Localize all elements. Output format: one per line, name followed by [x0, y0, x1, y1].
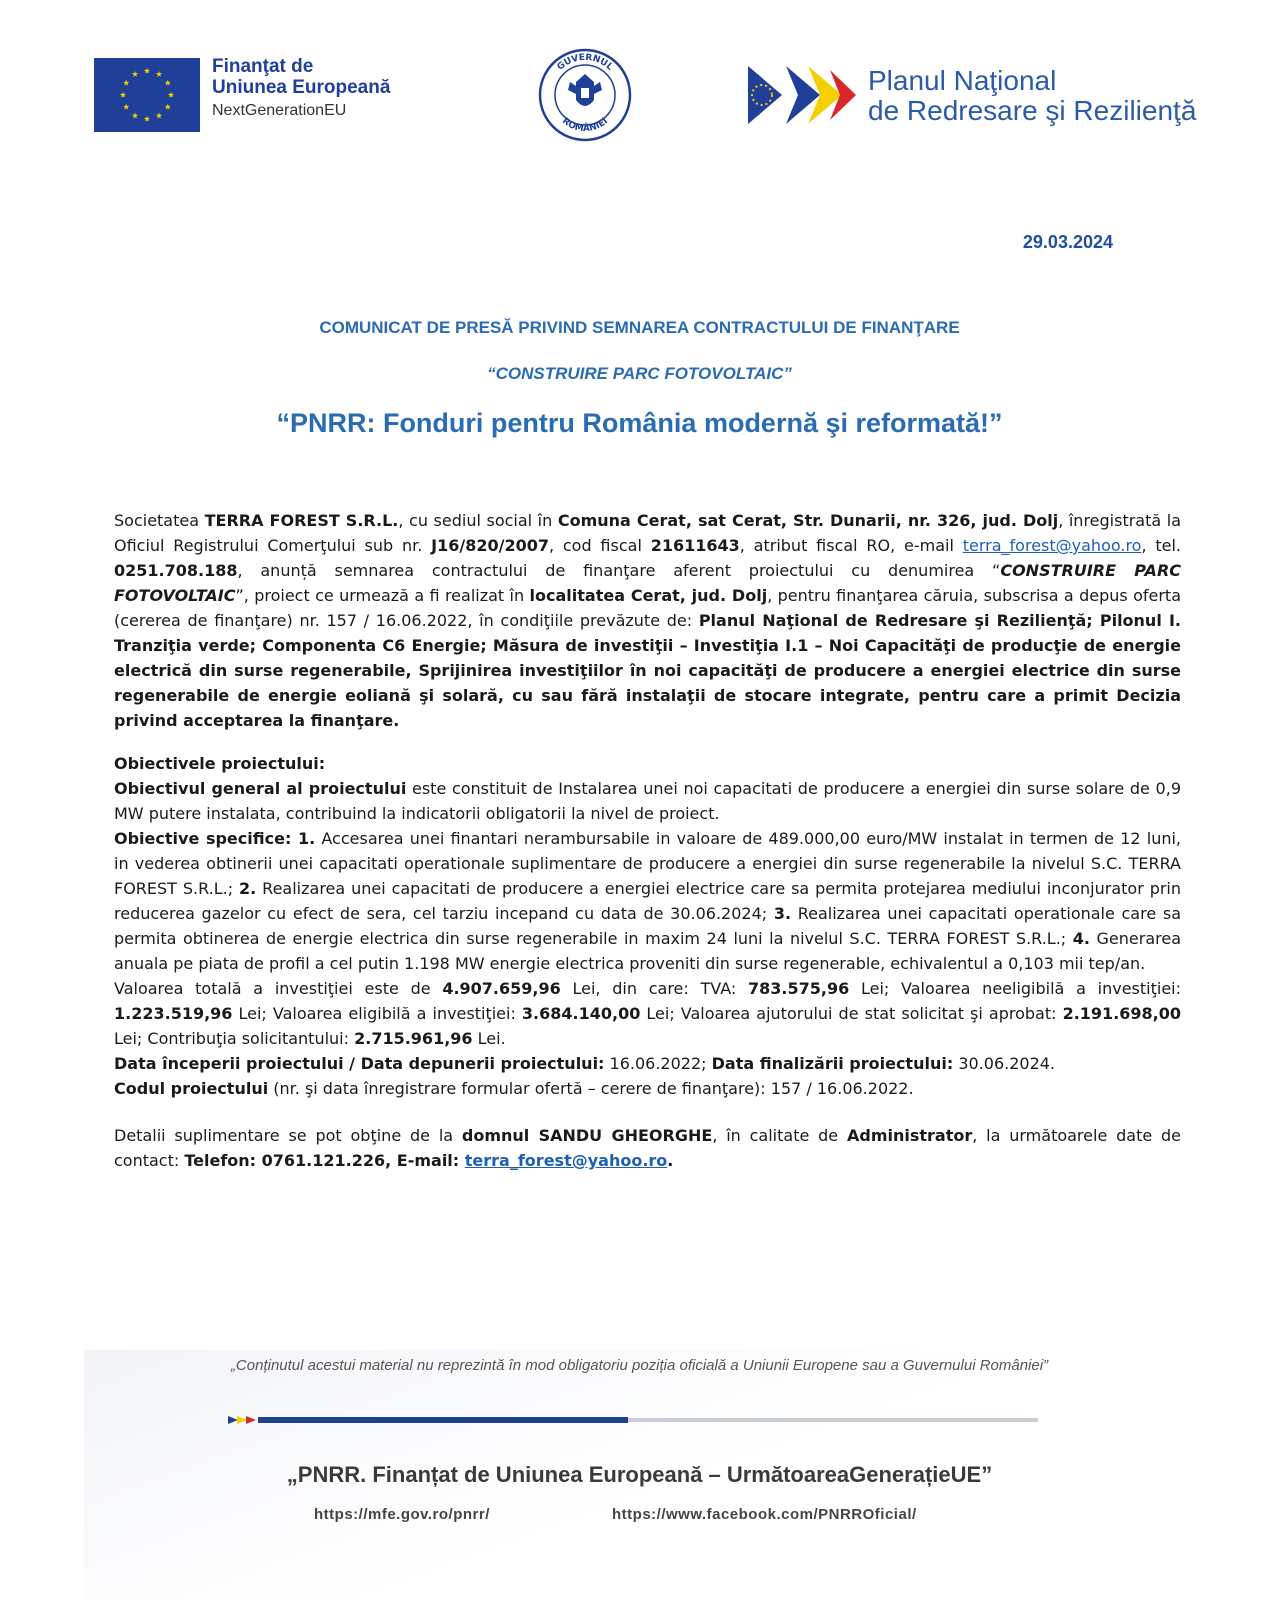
- contact-email-link[interactable]: terra_forest@yahoo.ro: [464, 1151, 668, 1170]
- project-dates: [114, 1051, 1181, 1076]
- text: Lei; Valoarea neeligibilă a investiţiei:: [849, 979, 1181, 998]
- funding-program: Planul Naţional de Redresare şi Rezilienţă; Pilonul I. Tranziţia verde; Componenta C6 Energie; Măsura de investiţii – Investiţia I.1 – Noi Capacităţi de producţie de energie electrică din surse regenerabile, Sprijinirea investiţiilor în noi capacităţi de producere a energiei electrice din surse regenerabile de energie eoliană şi solară, cu sau fără instalaţii de stocare integrate, pentru care a primit Decizia privind acceptarea la finanţare.: [114, 611, 1182, 730]
- eu-star-icon: [120, 92, 126, 98]
- pnrr-logo-line1: Planul Naţional: [868, 65, 1057, 96]
- text: Lei; Valoarea eligibilă a investiţiei:: [232, 1004, 522, 1023]
- project-location: localitatea Cerat, jud. Dolj: [529, 586, 768, 605]
- email-link[interactable]: terra_forest@yahoo.ro: [962, 536, 1142, 555]
- text: Realizarea unei capacitati operationale care sa permita obtinerea de energie electrica din surse regenerabile in maxim 24 luni la nivelul S.C. TERRA FOREST S.R.L.;: [114, 904, 1181, 948]
- eu-star-icon: [165, 104, 171, 110]
- label: Codul proiectului: [114, 1079, 269, 1098]
- footer-arrow-icon: [228, 1414, 258, 1426]
- text: Accesarea unei finantari nerambursabile in valoare de 489.000,00 euro/MW instalat in termen de 12 luni, in vederea obtinerii unei capacitati operationale suplimentare de producere a energiei din surse regenerabile la nivelul S.C. TERRA FOREST S.R.L.;: [114, 829, 1182, 898]
- contribution-value: 2.715.961,96: [354, 1029, 473, 1048]
- text: , la următoarele date de contact:: [114, 1126, 1182, 1170]
- eu-star-icon: [156, 113, 162, 119]
- eu-star-icon: [165, 80, 171, 86]
- text: (nr. şi data înregistrare formular ofertă – cerere de finanţare): 157 / 16.06.2022.: [268, 1079, 914, 1098]
- objectives-heading: [114, 751, 1181, 776]
- number: 3.: [773, 904, 792, 923]
- eu-flag-icon: [94, 58, 200, 132]
- text: , cod fiscal: [548, 536, 651, 555]
- svg-text:GUVERNUL: GUVERNUL: [555, 52, 615, 73]
- phone-number: 0251.708.188: [114, 561, 238, 580]
- eu-star-icon: [132, 113, 138, 119]
- text: Valoarea totală a investiţiei este de: [114, 979, 443, 998]
- text: , pentru finanţarea căruia, subscrisa a depus oferta (cererea de finanţare) nr. 157 / 16.06.2022, în condiţiile prevăzute de:: [114, 586, 1181, 630]
- government-seal-icon: [538, 48, 632, 142]
- label: Data începerii proiectului / Data depunerii proiectului:: [114, 1054, 605, 1073]
- contact-phone: Telefon: 0761.121.226, E-mail:: [184, 1151, 465, 1170]
- text: Lei, din care: TVA:: [560, 979, 749, 998]
- pnrr-logo-text: [868, 66, 1196, 126]
- text: , tel.: [1141, 536, 1182, 555]
- document-date: 29.03.2024: [1022, 232, 1113, 252]
- investment-values: [114, 976, 1181, 1051]
- mfe-url-link[interactable]: https://mfe.gov.ro/pnrr/: [314, 1506, 490, 1523]
- vat-value: 783.575,96: [748, 979, 850, 998]
- eu-funding-logo-text: [212, 56, 390, 121]
- eu-logo-line3: NextGenerationEU: [212, 102, 347, 119]
- text: , atribut fiscal RO, e-mail: [739, 536, 963, 555]
- facebook-url-link[interactable]: https://www.facebook.com/PNRROficial/: [612, 1506, 917, 1523]
- eu-star-icon: [123, 104, 129, 110]
- text: 30.06.2024.: [953, 1054, 1056, 1073]
- eu-star-icon: [144, 68, 150, 74]
- company-name: TERRA FOREST S.R.L.: [204, 511, 399, 530]
- campaign-slogan-title: “PNRR: Fonduri pentru România modernă şi reformată!”: [276, 408, 1003, 438]
- number: 2.: [239, 879, 257, 898]
- state-aid-value: 2.191.698,00: [1062, 1004, 1182, 1023]
- ineligible-value: 1.223.519,96: [114, 1004, 233, 1023]
- label: Data finalizării proiectului:: [711, 1054, 954, 1073]
- project-code: [114, 1076, 1181, 1101]
- project-name: CONSTRUIRE PARC FOTOVOLTAIC: [114, 561, 1182, 605]
- contact-person: domnul SANDU GHEORGHE: [461, 1126, 713, 1145]
- eu-star-icon: [123, 80, 129, 86]
- text: Societatea: [114, 511, 205, 530]
- total-value: 4.907.659,96: [442, 979, 561, 998]
- footer-slogan: „PNRR. Finanțat de Uniunea Europeană – UrmătoareaGenerațieUE”: [286, 1462, 993, 1487]
- eu-star-icon: [132, 71, 138, 77]
- text: Generarea anuala pe piata de profil a cel putin 1.198 MW energie electrica proveniti din surse regenerable, echivalentul a 0,103 mii tep/an.: [114, 929, 1181, 973]
- eu-star-icon: [144, 116, 150, 122]
- text: Realizarea unei capacitati de producere a energiei electrice care sa permita protejarea mediului inconjurator prin reducerea gazelor cu efect de sera, cel tarziu incepand cu data de 30.06.2024;: [114, 879, 1182, 923]
- eu-logo-line1: Finanţat de: [212, 56, 314, 77]
- text: Lei; Valoarea ajutorului de stat solicitat şi aprobat:: [640, 1004, 1063, 1023]
- text: , înregistrată la Oficiul Registrului Comerţului sub nr.: [114, 511, 1182, 555]
- heading: Obiectivele proiectului:: [114, 754, 326, 773]
- text: , cu sediul social în: [398, 511, 558, 530]
- pnrr-logo-line2: de Redresare şi Rezilienţă: [868, 95, 1197, 126]
- project-title: “CONSTRUIRE PARC FOTOVOLTAIC”: [487, 364, 792, 383]
- eu-star-icon: [168, 92, 174, 98]
- label: Obiectivul general al proiectului: [114, 779, 407, 798]
- label: Obiective specifice:: [114, 829, 292, 848]
- company-address: Comuna Cerat, sat Cerat, Str. Dunarii, nr. 326, jud. Dolj: [557, 511, 1059, 530]
- text: Lei.: [472, 1029, 506, 1048]
- contact-paragraph: [114, 1123, 1181, 1173]
- svg-text:ROMÂNIEI: ROMÂNIEI: [559, 116, 611, 135]
- text: 16.06.2022;: [604, 1054, 712, 1073]
- press-release-title: COMUNICAT DE PRESĂ PRIVIND SEMNAREA CONTRACTULUI DE FINANŢARE: [319, 318, 960, 337]
- eu-stars-icon: [94, 58, 200, 132]
- text: .: [667, 1151, 674, 1170]
- pnrr-arrows-icon: [748, 66, 860, 124]
- footer-line-accent: [258, 1417, 628, 1423]
- number: 4.: [1072, 929, 1090, 948]
- contact-role: Administrator: [846, 1126, 973, 1145]
- fiscal-code: 21611643: [650, 536, 740, 555]
- text: este constituit de Instalarea unei noi capacitati de producere a energiei din surse solare de 0,9 MW putere instalata, contribuind la indicatorii obligatorii la nivel de proiect.: [114, 779, 1182, 823]
- text: , în calitate de: [712, 1126, 847, 1145]
- text: ”, proiect ce urmează a fi realizat în: [235, 586, 530, 605]
- eligible-value: 3.684.140,00: [521, 1004, 641, 1023]
- text: Lei; Contribuţia solicitantului:: [114, 1029, 355, 1048]
- specific-objectives: [114, 826, 1181, 976]
- registration-number: J16/820/2007: [431, 536, 549, 555]
- general-objective: [114, 776, 1181, 826]
- text: Detalii suplimentare se pot obţine de la: [114, 1126, 462, 1145]
- footer-divider: [228, 1414, 1038, 1426]
- eu-star-icon: [156, 71, 162, 77]
- number: 1.: [291, 829, 316, 848]
- document-body: [114, 508, 1181, 1173]
- text: , anunță semnarea contractului de finanţare aferent proiectului cu denumirea “: [237, 561, 1001, 580]
- eu-logo-line2: Uniunea Europeană: [212, 77, 391, 98]
- footer-disclaimer: „Conținutul acestui material nu reprezintă în mod obligatoriu poziția oficială a Uniunii Europene sau a Guvernului României”: [230, 1357, 1049, 1374]
- intro-paragraph: [114, 508, 1181, 733]
